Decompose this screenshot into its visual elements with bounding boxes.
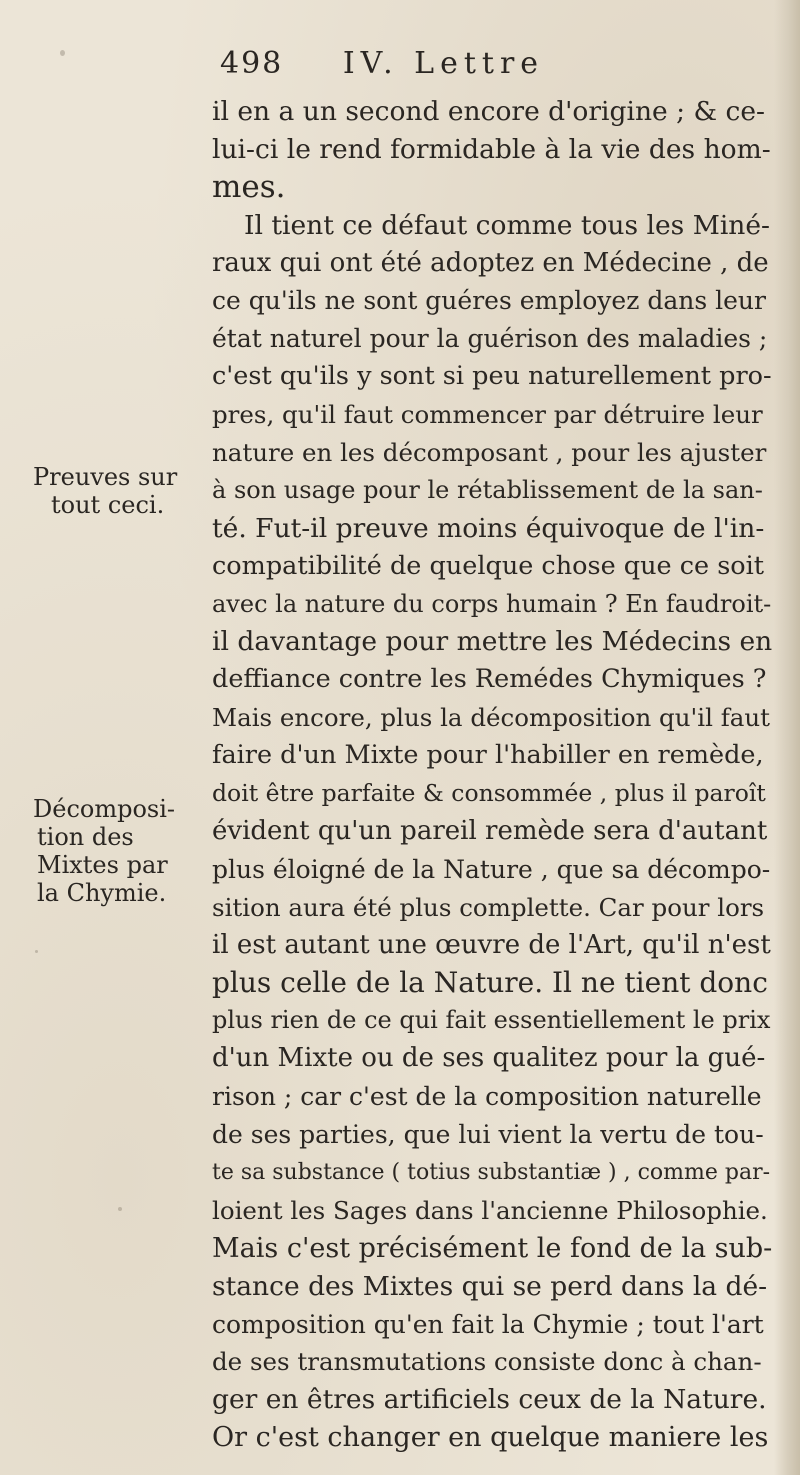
text-line: d'un Mixte ou de ses qualitez pour la gué- [212,1043,766,1074]
text-line: stance des Mixtes qui se perd dans la dé- [212,1270,768,1302]
margin-note-line: tion des [37,823,134,851]
text-line: de ses parties, que lui vient la vertu de tou- [212,1120,764,1150]
text-line: composition qu'en fait la Chymie ; tout l'art [212,1309,764,1339]
text-line: té. Fut-il preuve moins équivoque de l'in- [212,512,765,544]
margin-note-line: la Chymie. [37,879,167,907]
text-line: état naturel pour la guérison des maladies ; [212,324,768,354]
text-line: deffiance contre les Remédes Chymiques ? [212,664,767,695]
text-line: plus rien de ce qui fait essentiellement le prix [212,1006,771,1035]
main-text-block [212,93,772,1457]
text-line: mes. [212,168,286,205]
text-line: loient les Sages dans l'ancienne Philosophie. [212,1195,768,1225]
text-line: Il tient ce défaut comme tous les Miné- [244,209,771,241]
text-line: de ses transmutations consiste donc à chan- [212,1347,762,1377]
text-line: lui-ci le rend formidable à la vie des hom- [212,133,771,165]
text-line: évident qu'un pareil remède sera d'autant [212,815,768,846]
text-line: sition aura été plus complette. Car pour lors [212,892,765,922]
text-line: faire d'un Mixte pour l'habiller en remède, [212,740,764,771]
text-line: plus éloigné de la Nature , que sa décompo- [212,854,771,884]
margin-note-line: Mixtes par [37,851,168,879]
text-line: pres, qu'il faut commencer par détruire leur [212,400,763,430]
text-line: c'est qu'ils y sont si peu naturellement pro- [212,361,772,392]
margin-note-preuves [33,463,177,519]
text-line: compatibilité de quelque chose que ce soit [212,550,765,581]
margin-note-decomposition [33,795,175,907]
text-line: raux qui ont été adoptez en Médecine , de [212,247,769,278]
margin-note-line: Preuves sur [33,463,178,491]
text-line: Mais c'est précisément le fond de la sub- [212,1232,773,1264]
text-line: doit être parfaite & consommée , plus il paroît [212,779,766,808]
ink-spot [60,50,65,56]
margin-note-line: Décomposi- [33,795,176,823]
text-line: à son usage pour le rétablissement de la san- [212,475,763,504]
text-line: il en a un second encore d'origine ; & ce- [212,96,765,127]
text-line: Mais encore, plus la décomposition qu'il faut [212,703,770,733]
page-number: 498 [220,46,284,81]
text-line: ce qu'ils ne sont guéres employez dans leur [212,286,766,316]
text-line: te sa substance ( totius substantiæ ) , comme par- [212,1159,771,1185]
text-line: avec la nature du corps humain ? En faudroit- [212,589,772,618]
text-line: nature en les décomposant , pour les ajuster [212,438,767,468]
text-line: ger en êtres artificiels ceux de la Nature. [212,1384,767,1416]
running-header [220,46,544,81]
text-line: il est autant une œuvre de l'Art, qu'il n'est [212,929,771,960]
margin-note-line: tout ceci. [51,491,165,519]
running-title: IV. Lettre [342,46,545,81]
text-line: plus celle de la Nature. Il ne tient donc [212,966,768,1000]
text-line: Or c'est changer en quelque maniere les [212,1422,769,1454]
page-edge-shadow [774,0,800,1475]
ink-spot [35,950,38,953]
text-line: rison ; car c'est de la composition naturelle [212,1082,762,1112]
text-line: il davantage pour mettre les Médecins en [212,626,773,658]
ink-spot [118,1207,122,1211]
